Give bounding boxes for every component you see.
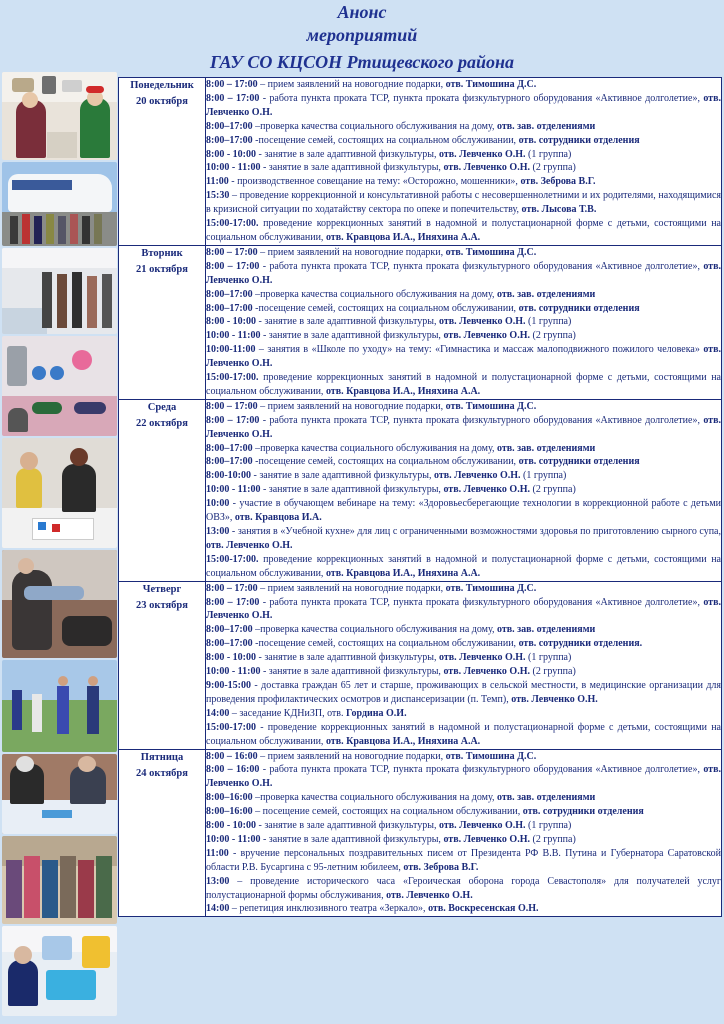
event-item <box>206 623 721 637</box>
event-item <box>206 161 721 175</box>
event-time: 15:30 <box>206 190 230 202</box>
day-date: 20 октября <box>136 96 188 107</box>
event-item <box>206 246 721 260</box>
day-cell <box>119 399 206 581</box>
event-responsible: отв. Левченко О.Н. <box>206 414 721 440</box>
event-time: 8:00 – 16:00 <box>206 750 258 762</box>
event-responsible: отв. Тимошина Д.С. <box>445 400 537 412</box>
event-responsible: отв. Тимошина Д.С. <box>445 750 537 762</box>
event-item <box>206 665 721 679</box>
event-text: - занятие в зале адаптивной физкультуры, <box>260 833 444 845</box>
event-group: (2 группа) <box>530 330 576 342</box>
event-text: - занятие в зале адаптивной физкультуры, <box>256 820 439 832</box>
schedule-row <box>119 399 722 581</box>
event-time: 8:00–17:00 <box>206 442 253 454</box>
event-text: – прием заявлений на новогодние подарки, <box>257 79 446 90</box>
event-time: 8:00–17:00 <box>206 302 253 314</box>
event-item <box>206 805 721 819</box>
event-item <box>206 175 721 189</box>
event-item <box>206 288 721 302</box>
event-time: 8:00–17:00 <box>206 288 253 300</box>
event-text: – прием заявлений на новогодние подарки, <box>257 582 446 594</box>
event-item <box>206 847 721 875</box>
event-text: – прием заявлений на новогодние подарки, <box>257 750 446 762</box>
event-group: (1 группа) <box>520 470 567 482</box>
photo-massage-chair <box>2 550 117 658</box>
event-responsible: отв. зав. отделениями <box>496 120 596 132</box>
photo-nordic-walking <box>2 660 117 752</box>
day-name: Среда <box>147 401 177 413</box>
event-responsible: Гордина О.И. <box>346 707 407 719</box>
event-responsible: отв. Тимошина Д.С. <box>445 246 537 258</box>
event-item <box>206 875 721 903</box>
photo-group-seniors <box>2 836 117 924</box>
day-date: 21 октября <box>136 263 188 275</box>
event-time: 8:00–16:00 <box>206 792 253 804</box>
event-text: проведение коррекционных занятий в надомной и полустационарной форме с детьми, состоящими на социальном обслуживании, <box>206 553 721 579</box>
event-time: 8:00 – 17:00 <box>206 260 260 272</box>
event-time: 8:00 – 17:00 <box>206 92 260 104</box>
event-time: 8:00–17:00 <box>206 120 253 132</box>
event-responsible: отв. Левченко О.Н. <box>443 162 530 174</box>
event-text: -посещение семей, состоящих на социальном обслуживании, <box>252 456 519 468</box>
event-item <box>206 414 721 442</box>
event-responsible: отв. Лысова Т.В. <box>521 204 597 216</box>
event-time: 13:00 <box>206 526 230 537</box>
event-text: -посещение семей, состоящих на социальном обслуживании, <box>252 134 519 146</box>
event-responsible: отв. Кравцова И.А., Иняхина А.А. <box>325 735 481 747</box>
event-text: –проверка качества социального обслуживания на дому, <box>252 288 497 300</box>
event-item <box>206 497 721 525</box>
event-time: 15:00-17:00. <box>206 218 259 230</box>
event-text: - занятие в зале адаптивной физкультуры, <box>256 148 439 160</box>
event-responsible: отв. Кравцова И.А., Иняхина А.А. <box>325 231 481 243</box>
event-item <box>206 469 721 483</box>
day-date: 23 октября <box>136 599 188 611</box>
event-text: – посещение семей, состоящих на социальном обслуживании, <box>252 806 523 818</box>
photo-table-craft <box>2 754 117 834</box>
event-responsible: отв. Левченко О.Н. <box>511 693 598 705</box>
photo-gym <box>2 336 117 436</box>
event-item <box>206 833 721 847</box>
event-responsible: отв. Левченко О.Н. <box>443 666 530 678</box>
events-cell <box>206 399 722 581</box>
schedule-row <box>119 749 722 917</box>
event-time: 14:00 <box>206 707 230 719</box>
event-text: - занятие в зале адаптивной физкультуры, <box>260 162 444 174</box>
event-responsible: отв. Левченко О.Н. <box>206 596 721 622</box>
event-text: – заседание КДНиЗП, отв. <box>229 707 347 719</box>
event-text: - работа пункта проката ТСР, пункта проката физкультурного оборудования «Активное долголетие», <box>259 260 704 272</box>
event-responsible: отв. Левченко О.Н. <box>438 316 526 328</box>
day-date: 24 октября <box>136 767 188 779</box>
header-subtitle: мероприятий <box>306 25 418 45</box>
day-cell <box>119 749 206 917</box>
event-item <box>206 902 721 916</box>
event-group: (1 группа) <box>525 316 572 328</box>
day-name: Четверг <box>142 583 182 595</box>
event-responsible: отв. Левченко О.Н. <box>206 92 721 118</box>
schedule-table <box>118 77 722 917</box>
event-group: (1 группа) <box>525 820 572 832</box>
event-time: 10:00 - 11:00 <box>206 162 261 174</box>
event-responsible: отв. Зеброва В.Г. <box>403 861 479 873</box>
event-responsible: отв. зав. отделениями <box>496 624 596 636</box>
event-text: - работа пункта проката ТСР, пункта проката физкультурного оборудования «Активное долголетие», <box>259 764 704 776</box>
schedule-row <box>119 581 722 749</box>
event-text: проведение коррекционных занятий в надомной и полустационарной форме с детьми, состоящими на социальном обслуживании, <box>206 218 721 243</box>
event-responsible: отв. Кравцова И.А., Иняхина А.А. <box>325 567 481 579</box>
event-item <box>206 260 721 288</box>
day-name: Вторник <box>141 247 183 259</box>
event-text: - проведение коррекционных занятий в надомной и полустационарной форме с детьми, состоящими на социальном обслуживании, <box>206 721 721 747</box>
event-time: 8:00 – 17:00 <box>206 596 260 608</box>
event-text: –проверка качества социального обслуживания на дому, <box>252 442 497 454</box>
event-time: 10:00 - 11:00 <box>206 833 261 845</box>
event-item <box>206 637 721 651</box>
event-responsible: отв. Левченко О.Н. <box>438 820 526 832</box>
event-text: - работа пункта проката ТСР, пункта проката физкультурного оборудования «Активное долголетие», <box>259 414 704 426</box>
event-item <box>206 483 721 497</box>
event-item <box>206 679 721 707</box>
event-responsible: отв. сотрудники отделения <box>518 456 640 468</box>
event-group: (2 группа) <box>530 162 576 174</box>
event-responsible: отв. зав. отделениями <box>496 288 596 300</box>
day-date: 22 октября <box>136 417 188 429</box>
event-time: 14:00 <box>206 903 230 915</box>
photo-minibus-group <box>2 162 117 246</box>
event-time: 8:00–17:00 <box>206 624 253 636</box>
event-text: – репетиция инклюзивного театра «Зеркало», <box>229 903 429 915</box>
event-responsible: отв. Левченко О.Н. <box>443 484 530 496</box>
event-time: 10:00-11:00 <box>206 344 256 356</box>
event-time: 10:00 - 11:00 <box>206 666 261 678</box>
event-responsible: отв. Левченко О.Н. <box>433 470 521 482</box>
event-responsible: отв. зав. отделениями <box>496 442 596 454</box>
event-text: - работа пункта проката ТСР, пункта проката физкультурного оборудования «Активное долголетие», <box>259 92 704 104</box>
event-time: 8:00 – 16:00 <box>206 764 260 776</box>
event-item <box>206 721 721 749</box>
event-responsible: отв. Левченко О.Н. <box>206 539 293 551</box>
header-title: Анонс <box>337 2 387 22</box>
event-time: 8:00 – 17:00 <box>206 246 258 258</box>
photo-board-game <box>2 926 117 1016</box>
events-cell <box>206 581 722 749</box>
event-time: 8:00–17:00 <box>206 638 253 650</box>
event-item <box>206 596 721 624</box>
event-time: 8:00-10:00 <box>206 470 251 482</box>
event-item <box>206 651 721 665</box>
event-time: 8:00 - 10:00 <box>206 316 256 328</box>
event-text: - занятие в зале адаптивной физкультуры, <box>260 484 444 496</box>
events-cell <box>206 78 722 246</box>
event-item <box>206 819 721 833</box>
event-item <box>206 791 721 805</box>
event-item <box>206 329 721 343</box>
event-text: – прием заявлений на новогодние подарки, <box>257 246 446 258</box>
event-text: - занятия в «Учебной кухне» для лиц с ограниченными возможностями здоровья по приготовлению сырного супа, <box>229 526 721 537</box>
event-text: - занятие в зале адаптивной физкультуры, <box>260 330 444 342</box>
event-time: 13:00 <box>206 875 230 887</box>
event-text: – занятия в «Школе по уходу» на тему: «Гимнастика и массаж малоподвижного пожилого человека» <box>255 344 704 356</box>
event-responsible: отв. Левченко О.Н. <box>206 260 721 286</box>
event-item <box>206 189 721 217</box>
event-time: 8:00 – 17:00 <box>206 582 258 594</box>
event-time: 8:00 – 17:00 <box>206 79 258 90</box>
event-responsible: отв. Тимошина Д.С. <box>445 79 537 90</box>
event-responsible: отв. Зеброва В.Г. <box>520 176 596 188</box>
photo-strip <box>2 72 117 1020</box>
event-text: – проведение исторического часа «Героическая оборона города Севастополя» для получателей услуг полустационарной формы обслуживания, <box>206 875 721 901</box>
event-time: 10:00 - 11:00 <box>206 484 261 496</box>
photo-room-group <box>2 248 117 334</box>
event-text: проведение коррекционных занятий в надомной и полустационарной форме с детьми, состоящими на социальном обслуживании, <box>206 372 721 397</box>
event-item <box>206 302 721 316</box>
event-responsible: отв. Левченко О.Н. <box>438 148 526 160</box>
events-cell <box>206 245 722 399</box>
event-responsible: отв. Кравцова И.А., Иняхина А.А. <box>325 385 481 397</box>
event-time: 8:00 - 10:00 <box>206 820 256 832</box>
page-header <box>0 0 724 72</box>
event-time: 8:00 – 17:00 <box>206 400 258 412</box>
event-item <box>206 707 721 721</box>
event-item <box>206 750 721 764</box>
event-text: –проверка качества социального обслуживания на дому, <box>252 624 497 636</box>
event-item <box>206 134 721 148</box>
event-item <box>206 92 721 120</box>
event-group: (2 группа) <box>530 666 576 678</box>
event-responsible: отв. Левченко О.Н. <box>443 330 530 342</box>
event-time: 8:00 – 17:00 <box>206 414 260 426</box>
photo-kitchen <box>2 72 117 160</box>
event-item <box>206 371 721 399</box>
event-responsible: отв. зав. отделениями <box>496 792 596 804</box>
event-responsible: отв. сотрудники отделения <box>518 134 640 146</box>
day-cell <box>119 245 206 399</box>
event-time: 8:00 - 10:00 <box>206 148 256 160</box>
event-text: -посещение семей, состоящих на социальном обслуживании, <box>252 638 519 650</box>
event-responsible: отв. сотрудники отделения <box>522 806 644 818</box>
schedule-row <box>119 245 722 399</box>
event-responsible: отв. сотрудники отделения. <box>518 638 643 650</box>
event-text: - занятие в зале адаптивной физкультуры, <box>256 652 439 664</box>
event-responsible: отв. Левченко О.Н. <box>206 344 721 370</box>
event-responsible: отв. Левченко О.Н. <box>438 652 526 664</box>
event-group: (2 группа) <box>530 484 576 496</box>
events-cell <box>206 749 722 917</box>
event-time: 15:00-17:00. <box>206 372 259 384</box>
day-cell <box>119 78 206 246</box>
event-text: - вручение персональных поздравительных писем от Президента РФ В.В. Путина и Губернатора Саратовской области Р.В. Бусаргина с 95-летним юбилеем, <box>206 847 721 873</box>
event-group: (2 группа) <box>530 833 576 845</box>
event-text: - занятие в зале адаптивной физкультуры, <box>256 316 439 328</box>
event-responsible: отв. сотрудники отделения <box>518 302 640 314</box>
event-text: - доставка граждан 65 лет и старше, проживающих в сельской местности, в медицинские организации для проведения профилактических осмотров и диспансеризации (п. Темп), <box>206 679 721 705</box>
event-time: 9:00-15:00 <box>206 679 251 691</box>
event-item <box>206 400 721 414</box>
event-item <box>206 582 721 596</box>
event-item <box>206 217 721 245</box>
event-text: - работа пункта проката ТСР, пункта проката физкультурного оборудования «Активное долголетие», <box>259 596 704 608</box>
event-time: 8:00 - 10:00 <box>206 652 256 664</box>
event-time: 8:00–16:00 <box>206 806 253 818</box>
event-responsible: отв. Кравцова И.А. <box>234 512 322 524</box>
event-text: – прием заявлений на новогодние подарки, <box>257 400 446 412</box>
event-item <box>206 120 721 134</box>
event-text: - занятие в зале адаптивной физкультуры, <box>260 666 444 678</box>
event-text: - производственное совещание на тему: «Осторожно, мошенники», <box>228 176 521 188</box>
event-item <box>206 455 721 469</box>
event-responsible: отв. Тимошина Д.С. <box>445 582 537 594</box>
event-text: - занятие в зале адаптивной физкультуры, <box>251 470 434 482</box>
event-item <box>206 148 721 162</box>
event-item <box>206 525 721 553</box>
event-responsible: отв. Левченко О.Н. <box>206 764 721 790</box>
event-group: (1 группа) <box>525 148 572 160</box>
event-text: - участие в обучающем вебинаре на тему: «Здоровьесберегающие технологии в коррекционной работе с детьми ОВЗ», <box>206 498 721 524</box>
event-time: 8:00–17:00 <box>206 456 253 468</box>
event-time: 11:00 <box>206 176 229 188</box>
event-item <box>206 315 721 329</box>
event-text: – проведение коррекционной и консультативной работы с несовершеннолетними и их родителями, находящимися в кризисной ситуации по ходатайству сектора по опеке и попечительству, <box>206 190 721 216</box>
event-text: -посещение семей, состоящих на социальном обслуживании, <box>252 302 519 314</box>
photo-drawing-class <box>2 438 117 548</box>
event-time: 8:00–17:00 <box>206 134 253 146</box>
event-time: 15:00-17:00. <box>206 553 259 565</box>
event-text: –проверка качества социального обслуживания на дому, <box>252 120 497 132</box>
event-text: –проверка качества социального обслуживания на дому, <box>252 792 497 804</box>
event-item <box>206 78 721 92</box>
day-cell <box>119 581 206 749</box>
schedule-row <box>119 78 722 246</box>
event-item <box>206 553 721 581</box>
event-time: 11:00 <box>206 847 229 859</box>
event-time: 10:00 - 11:00 <box>206 330 261 342</box>
day-name: Пятница <box>140 751 184 763</box>
header-organization: ГАУ СО КЦСОН Ртищевского района <box>209 52 514 72</box>
event-item <box>206 763 721 791</box>
event-responsible: отв. Воскресенская О.Н. <box>428 903 539 915</box>
event-responsible: отв. Левченко О.Н. <box>386 889 473 901</box>
event-time: 10:00 <box>206 498 230 510</box>
day-name: Понедельник <box>130 80 194 91</box>
event-time: 15:00-17:00 <box>206 721 256 733</box>
event-responsible: отв. Левченко О.Н. <box>443 833 530 845</box>
event-item <box>206 343 721 371</box>
event-group: (1 группа) <box>525 652 572 664</box>
event-item <box>206 442 721 456</box>
